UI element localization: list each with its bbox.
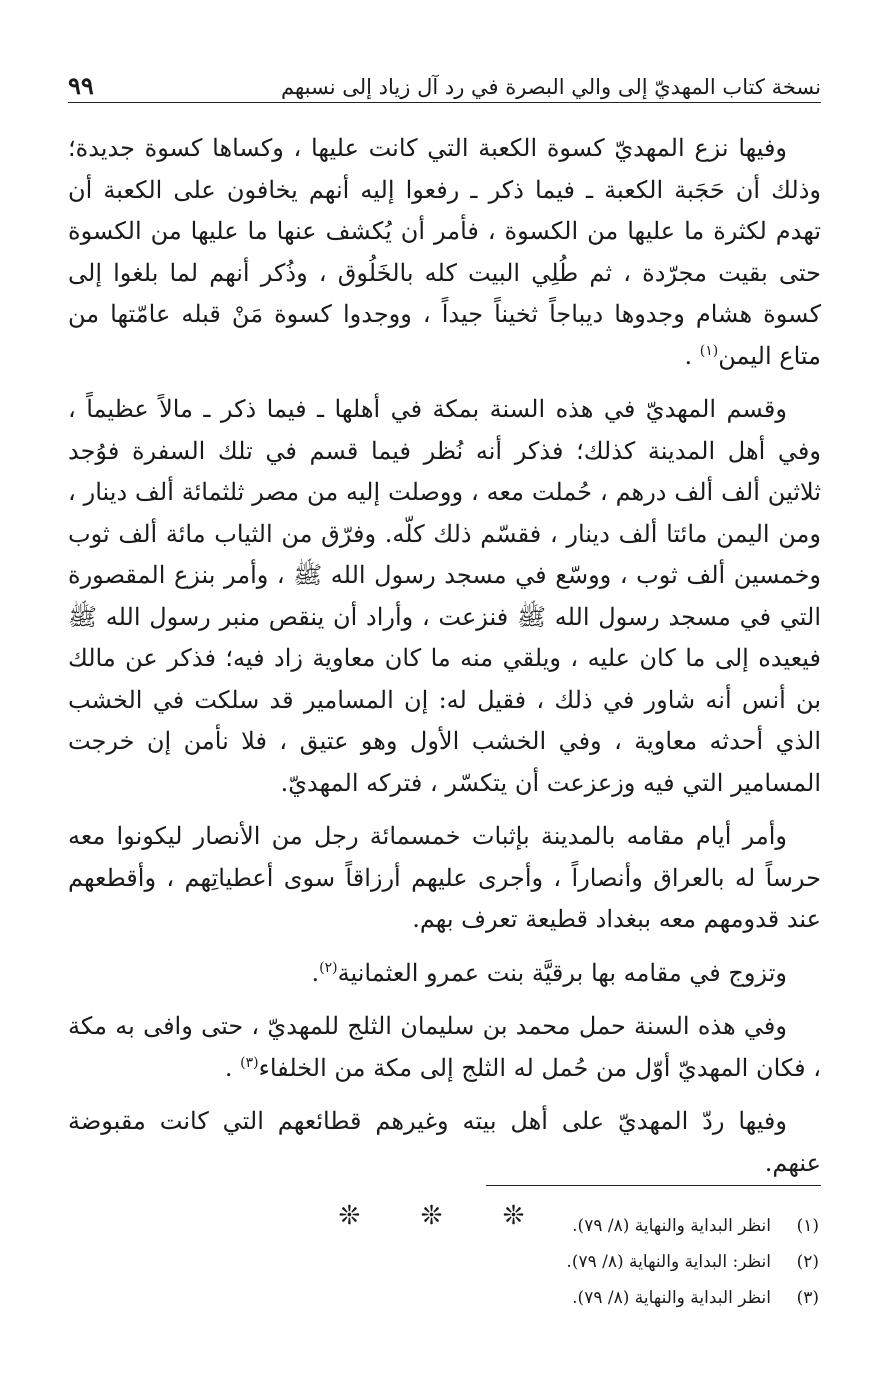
paragraph-tail: . — [224, 1053, 241, 1082]
page-number: ٩٩ — [68, 71, 94, 100]
paragraph-text: وقسم المهديّ في هذه السنة بمكة في أهلها ـ فيما ذكر ـ مالاً عظيماً ، وفي أهل المدينة كذلك؛ فذكر أنه نُظر فيما قسم في تلك السفرة فوُجد ثلاثين ألف ألف درهم ، حُملت معه ، ووصلت إليه من مصر ثلثمائة ألف دينار ، ومن اليمن مائتا ألف دينار ، فقسّم ذلك كلّه. وفرّق من الثياب مائة ألف ثوب وخمسين ألف ثوب ، ووسّع في مسجد رسول الله ﷺ ، وأمر بنزع المقصورة التي في مسجد رسول الله ﷺ فنزعت ، وأراد أن ينقص منبر رسول الله ﷺ فيعيده إلى ما كان عليه ، ويلقي منه ما كان معاوية زاد فيه؛ فذكر عن مالك بن أنس أنه شاور في ذلك ، فقيل له: إن المسامير قد سلكت في الخشب الذي أحدثه معاوية ، وفي الخشب الأول وهو عتيق ، فلا نأمن إن خرجت المسامير التي فيه وزعزعت أن يتكسّر ، فتركه المهديّ. — [68, 395, 821, 797]
footnotes — [68, 1208, 819, 1316]
paragraph-text: وفيها ردّ المهديّ على أهل بيته وغيرهم قطائعهم التي كانت مقبوضة عنهم. — [68, 1107, 821, 1177]
paragraph-marriage — [68, 953, 821, 995]
paragraph-text: وتزوج في مقامه بها برقيَّة بنت عمرو العثمانية — [337, 958, 787, 987]
footnote-text: انظر: البداية والنهاية (٨/ ٧٩). — [566, 1252, 771, 1272]
footnote-divider — [486, 1185, 821, 1186]
footnote-item — [68, 1208, 819, 1244]
paragraph-text: وفي هذه السنة حمل محمد بن سليمان الثلج للمهديّ ، حتى وافى به مكة ، فكان المهديّ أوّل من حُمل له الثلج إلى مكة من الخلفاء — [68, 1012, 821, 1082]
main-text — [68, 128, 821, 1236]
running-title: نسخة كتاب المهديّ إلى والي البصرة في رد آل زياد إلى نسبهم — [281, 75, 821, 99]
footnote-ref: (٣) — [240, 1054, 259, 1071]
paragraph-snow — [68, 1006, 821, 1089]
paragraph-estates — [68, 1101, 821, 1184]
paragraph-distribution — [68, 389, 821, 804]
paragraph-kiswah — [68, 128, 821, 377]
paragraph-text: وفيها نزع المهديّ كسوة الكعبة التي كانت عليها ، وكساها كسوة جديدة؛ وذلك أن حَجَبة الكعبة ـ فيما ذكر ـ رفعوا إليه أنهم يخافون على الكعبة أن تهدم لكثرة ما عليها من الكسوة ، فأمر أن يُكشف عنها ما عليها من الكسوة حتى بقيت مجرّدة ، ثم طُلِي البيت كله بالخَلُوق ، وذُكر أنهم لما بلغوا إلى كسوة هشام وجدوها ديباجاً ثخيناً جيداً ، ووجدوا كسوة مَنْ قبله عامّتها من متاع اليمن — [68, 134, 821, 370]
paragraph-ansar — [68, 816, 821, 941]
paragraph-tail: . — [311, 958, 320, 987]
paragraph-text: وأمر أيام مقامه بالمدينة بإثبات خمسمائة رجل من الأنصار ليكونوا معه حرساً له بالعراق وأنصاراً ، وأجرى عليهم أرزاقاً سوى أعطياتِهم ، وأقطعهم عند قدومهم معه ببغداد قطيعة تعرف بهم. — [68, 822, 821, 933]
footnote-ref: (١) — [699, 342, 719, 359]
section-separator: ❊ ❊ ❊ — [338, 1201, 551, 1231]
footnote-number: (١) — [796, 1216, 819, 1236]
footnote-number: (٣) — [796, 1288, 819, 1308]
footnote-item — [68, 1280, 819, 1316]
footnote-text: انظر البداية والنهاية (٨/ ٧٩). — [572, 1288, 771, 1308]
footnote-number: (٢) — [796, 1252, 819, 1272]
footnote-ref: (٢) — [319, 959, 338, 976]
footnote-item — [68, 1244, 819, 1280]
footnote-text: انظر البداية والنهاية (٨/ ٧٩). — [572, 1216, 771, 1236]
running-header — [68, 58, 821, 103]
paragraph-tail: . — [684, 341, 700, 370]
